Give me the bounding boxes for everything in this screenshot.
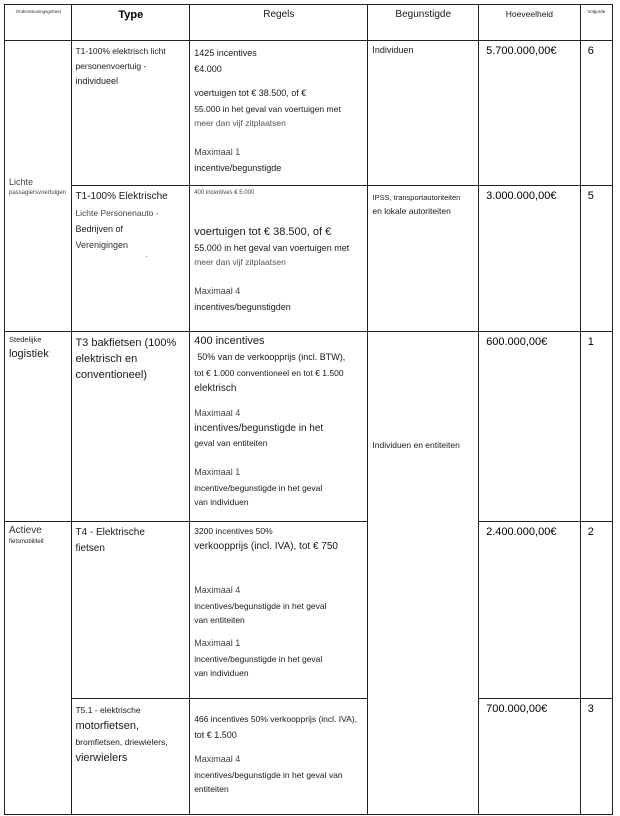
rank-cell [580,699,612,815]
rules-line: Maximaal 4 [194,286,241,296]
rules-line: Maximaal 4 [194,408,241,418]
table-row [5,699,613,815]
amount-cell [479,186,581,332]
category-sublabel: fietsmobiliteit [9,539,44,545]
rules-line: Maximaal 1 [194,638,241,648]
rules-line: 55.000 in het geval van voertuigen met [194,243,350,253]
rank-cell [580,522,612,699]
type-line: T3 bakfietsen (100% [75,337,177,349]
category-label: Lichte [9,176,34,187]
rules-cell [190,41,368,186]
amount-cell [479,522,581,699]
beneficiary-text: Individuen en entiteiten [372,440,460,450]
rank-cell [580,186,612,332]
rules-cell [190,522,368,699]
category-label: Stedelijke [9,335,42,344]
type-line: motorfietsen, [75,720,140,732]
rules-line: 400 incentives [194,335,265,347]
type-line: bromfietsen, driewielers, [75,737,168,747]
rules-line: verkoopprijs (incl. IVA), tot € 750 [194,541,338,552]
rules-line: Maximaal 4 [194,754,241,764]
rank-value: 6 [587,45,594,57]
table-row [5,332,613,522]
rules-line: Maximaal 4 [194,585,241,595]
type-cell [72,41,190,186]
amount-value: 2.400.000,00€ [486,526,557,538]
amount-value: 3.000.000,00€ [486,190,557,202]
rules-line: voertuigen tot € 38.500, of € [194,226,332,238]
type-line: personenvoertuig - [75,61,147,71]
beneficiary-cell [368,41,479,186]
rules-line: entiteiten [194,784,229,794]
table-row [5,41,613,186]
amount-value: 700.000,00€ [486,703,548,715]
amount-value: 5.700.000,00€ [486,45,557,57]
rules-cell [190,332,368,522]
type-line: T4 - Elektrische [75,527,145,538]
rules-line: incentive/begunstigde [194,163,282,173]
rules-line: voertuigen tot € 38.500, of € [194,88,307,98]
type-line: vierwielers [75,752,128,764]
rules-line: Maximaal 1 [194,467,241,477]
beneficiary-text: Individuen [372,45,414,55]
rules-line: tot € 1.500 [194,730,237,740]
table-row [5,522,613,699]
type-line: . [145,253,148,259]
type-line: T5.1 - elektrische [75,705,141,715]
rules-cell [190,699,368,815]
type-line: conventioneel) [75,369,147,381]
rank-cell [580,41,612,186]
rules-line: 50% van de verkoopprijs (incl. BTW), [197,352,346,362]
header-type: Type [72,5,190,41]
category-label: logistiek [9,348,49,360]
rules-line: van entiteiten [194,615,245,625]
type-line: elektrisch en [75,353,138,365]
rules-line: 55.000 in het geval van voertuigen met [194,104,341,114]
table-row [5,186,613,332]
header-row [5,5,613,41]
type-line: Lichte Personenauto - [75,208,159,218]
type-line: individueel [75,76,118,86]
type-line: fietsen [75,543,105,554]
beneficiary-shared-cell [368,332,479,815]
rules-line: incentive/begunstigde in het geval [194,483,323,493]
header-category: Ondersteuningsgebied [5,5,72,41]
rules-line: incentives/begunstigde in het [194,423,324,434]
amount-cell [479,41,581,186]
rules-line: meer dan vijf zitplaatsen [194,257,286,267]
header-beneficiary: Begunstigde [368,5,479,41]
category-sublabel: passagiersvoertuigen [9,189,67,196]
category-light-vehicles [5,41,72,332]
rules-line: incentives/begunstigde in het geval van [194,770,343,780]
rules-line: €4.000 [194,64,222,74]
rules-line: 400 incentives € 5.000 [194,190,255,196]
type-cell [72,522,190,699]
rules-line: incentive/begunstigde in het geval [194,654,323,664]
rank-value: 3 [587,703,594,715]
amount-value: 600.000,00€ [486,336,548,348]
type-line: Bedrijven of [75,224,123,234]
category-label: Actieve [9,525,42,536]
rules-line: van individuen [194,668,249,678]
rules-cell [190,186,368,332]
type-line: T1-100% elektrisch licht [75,46,166,56]
rules-line: 3200 incentives 50% [194,526,273,536]
header-amount: Hoeveelheid [479,5,581,41]
rules-line: tot € 1.000 conventioneel en tot € 1.500 [194,368,344,378]
rank-cell [580,332,612,522]
rules-line: Maximaal 1 [194,147,241,157]
amount-cell [479,332,581,522]
type-cell [72,186,190,332]
beneficiary-cell [368,186,479,332]
type-cell [72,332,190,522]
type-line: T1-100% Elektrische [75,191,168,202]
rules-line: meer dan vijf zitplaatsen [194,118,286,128]
beneficiary-text: en lokale autoriteiten [372,206,451,216]
rules-line: incentives/begunstigde in het geval [194,601,327,611]
rules-line: 466 incentives 50% verkoopprijs (incl. IVA), [194,714,358,724]
rules-line: geval van entiteiten [194,438,268,448]
amount-cell [479,699,581,815]
rank-value: 1 [587,336,594,348]
rules-line: incentives/begunstigden [194,302,291,312]
incentives-table [4,4,613,815]
type-cell [72,699,190,815]
category-active-mobility [5,522,72,815]
beneficiary-text: IPSS, transportautoriteiten [372,193,461,202]
rules-line: 1425 incentives [194,48,257,58]
header-rules: Regels [190,5,368,41]
category-urban-logistics [5,332,72,522]
rank-value: 5 [587,190,594,202]
rank-value: 2 [587,526,594,538]
header-rank: Volgorde [580,5,612,41]
type-line: Verenigingen [75,240,128,250]
rules-line: elektrisch [194,383,237,394]
rules-line: van individuen [194,497,249,507]
